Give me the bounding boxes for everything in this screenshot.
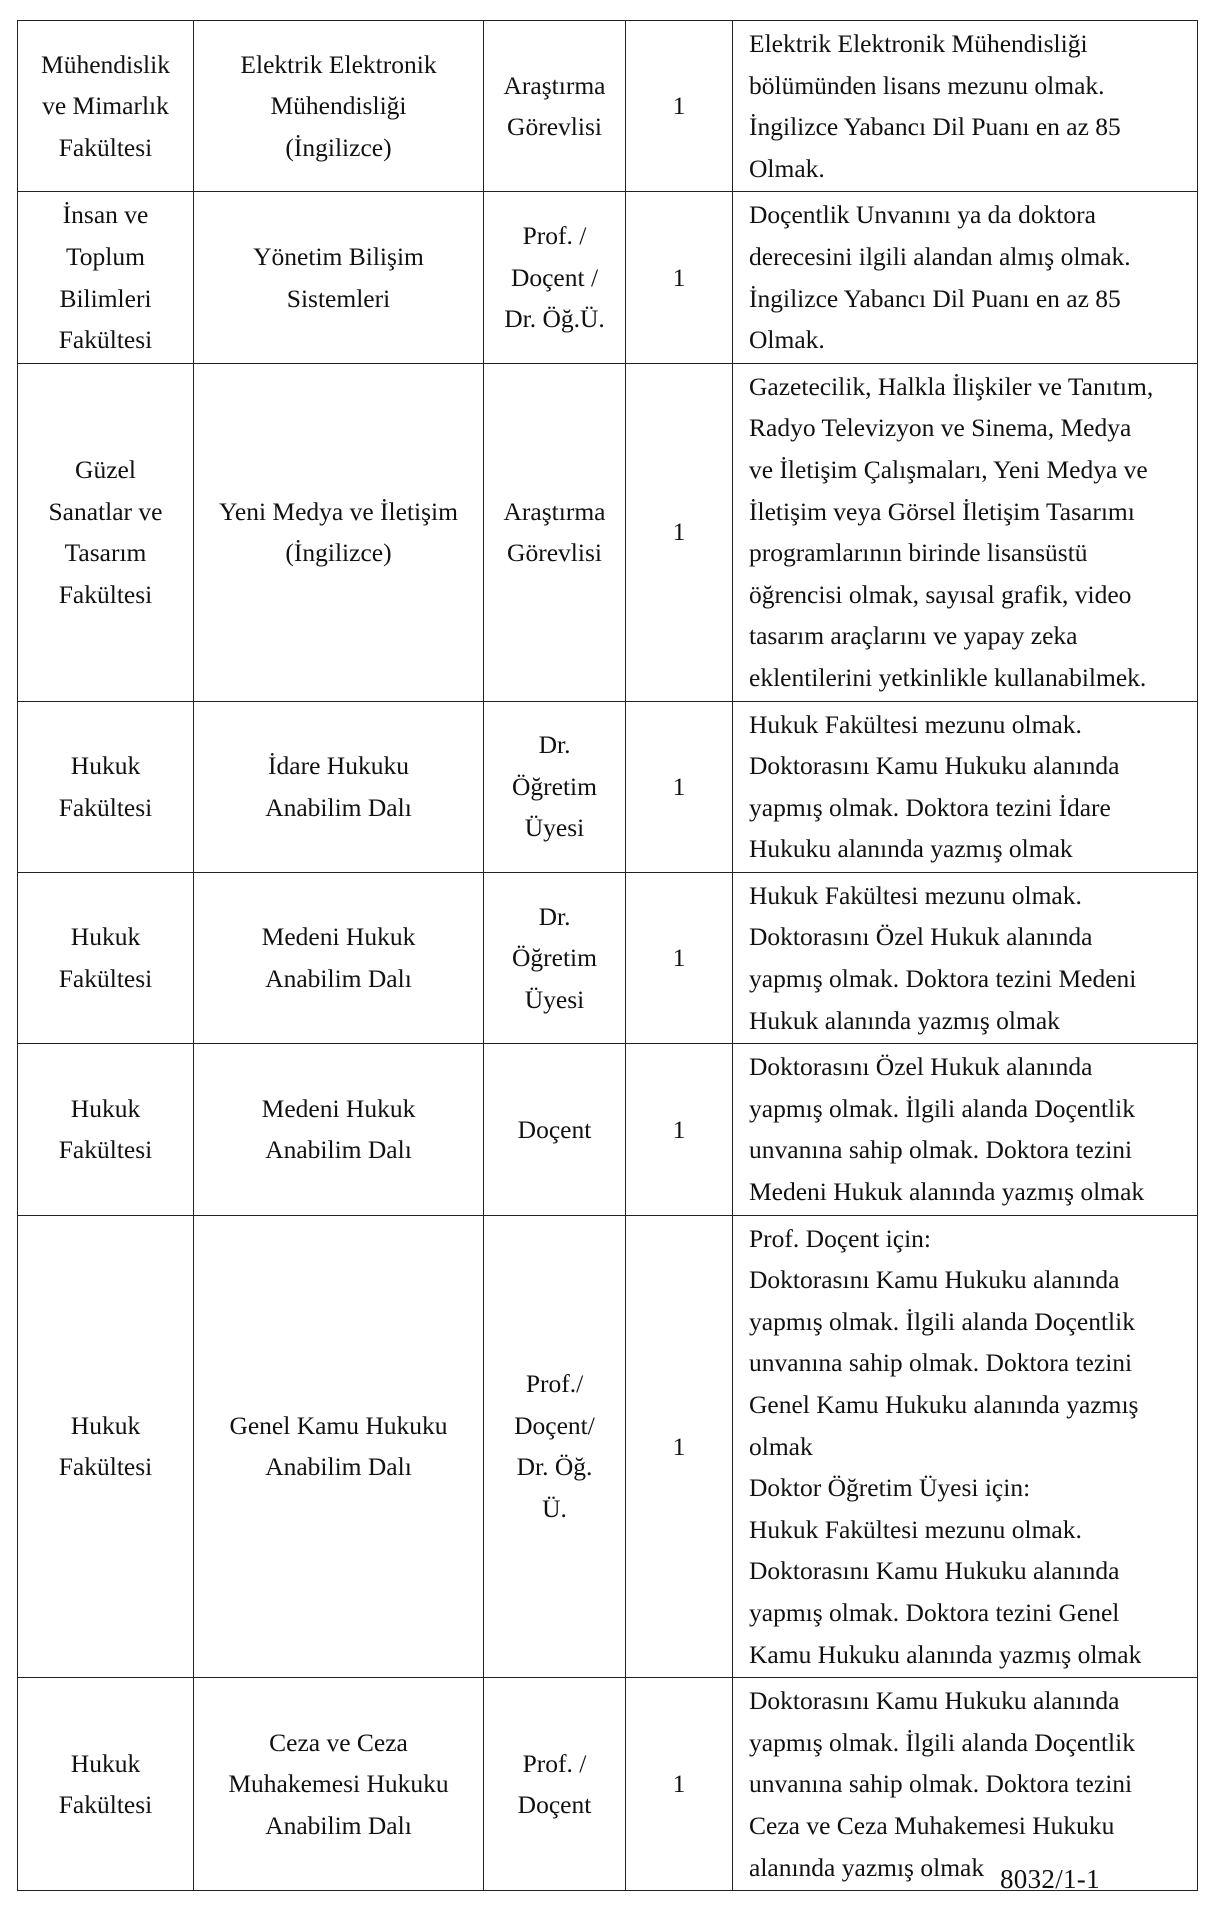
department-cell: Elektrik Elektronik Mühendisliği (İngilizce) bbox=[194, 21, 484, 192]
title-cell: Prof. / Doçent bbox=[484, 1678, 626, 1891]
count-cell: 1 bbox=[626, 21, 733, 192]
requirements-cell: Doktorasını Kamu Hukuku alanında yapmış olmak. İlgili alanda Doçentlik unvanına sahip olmak. Doktora tezini Ceza ve Ceza Muhakemesi Hukuku alanında yazmış olmak bbox=[733, 1678, 1198, 1891]
requirements-cell: Doçentlik Unvanını ya da doktora derecesini ilgili alandan almış olmak. İngilizce Yabancı Dil Puanı en az 85 Olmak. bbox=[733, 192, 1198, 363]
requirements-cell: Elektrik Elektronik Mühendisliği bölümünden lisans mezunu olmak. İngilizce Yabancı Dil Puanı en az 85 Olmak. bbox=[733, 21, 1198, 192]
requirements-cell: Hukuk Fakültesi mezunu olmak. Doktorasını Kamu Hukuku alanında yapmış olmak. Doktora tezini İdare Hukuku alanında yazmış olmak bbox=[733, 701, 1198, 872]
title-cell: Araştırma Görevlisi bbox=[484, 363, 626, 701]
table-row bbox=[18, 1215, 1198, 1678]
requirements-cell: Doktorasını Özel Hukuk alanında yapmış olmak. İlgili alanda Doçentlik unvanına sahip olmak. Doktora tezini Medeni Hukuk alanında yazmış olmak bbox=[733, 1044, 1198, 1215]
page-number: 8032/1-1 bbox=[1000, 1864, 1100, 1894]
department-cell: Yönetim Bilişim Sistemleri bbox=[194, 192, 484, 363]
faculty-cell: Hukuk Fakültesi bbox=[18, 1215, 194, 1678]
table-row bbox=[18, 872, 1198, 1043]
table-row bbox=[18, 1678, 1198, 1891]
table-row bbox=[18, 701, 1198, 872]
count-cell: 1 bbox=[626, 192, 733, 363]
title-cell: Dr. Öğretim Üyesi bbox=[484, 872, 626, 1043]
title-cell: Prof. / Doçent / Dr. Öğ.Ü. bbox=[484, 192, 626, 363]
title-cell: Doçent bbox=[484, 1044, 626, 1215]
count-cell: 1 bbox=[626, 1678, 733, 1891]
count-cell: 1 bbox=[626, 1044, 733, 1215]
requirements-cell: Gazetecilik, Halkla İlişkiler ve Tanıtım, Radyo Televizyon ve Sinema, Medya ve İletişim Çalışmaları, Yeni Medya ve İletişim veya Görsel İletişim Tasarımı programlarının birinde lisansüstü öğrencisi olmak, sayısal grafik, video tasarım araçlarını ve yapay zeka eklentilerini yetkinlikle kullanabilmek. bbox=[733, 363, 1198, 701]
department-cell: Yeni Medya ve İletişim (İngilizce) bbox=[194, 363, 484, 701]
count-cell: 1 bbox=[626, 1215, 733, 1678]
department-cell: Ceza ve Ceza Muhakemesi Hukuku Anabilim Dalı bbox=[194, 1678, 484, 1891]
department-cell: Medeni Hukuk Anabilim Dalı bbox=[194, 1044, 484, 1215]
table-row bbox=[18, 192, 1198, 363]
faculty-cell: Hukuk Fakültesi bbox=[18, 1678, 194, 1891]
count-cell: 1 bbox=[626, 363, 733, 701]
department-cell: Medeni Hukuk Anabilim Dalı bbox=[194, 872, 484, 1043]
faculty-cell: Hukuk Fakültesi bbox=[18, 701, 194, 872]
table-row bbox=[18, 363, 1198, 701]
title-cell: Prof./ Doçent/ Dr. Öğ. Ü. bbox=[484, 1215, 626, 1678]
positions-table bbox=[17, 20, 1198, 1891]
requirements-cell: Prof. Doçent için: Doktorasını Kamu Hukuku alanında yapmış olmak. İlgili alanda Doçentlik unvanına sahip olmak. Doktora tezini Genel Kamu Hukuku alanında yazmış olmak Doktor Öğretim Üyesi için: Hukuk Fakültesi mezunu olmak. Doktorasını Kamu Hukuku alanında yapmış olmak. Doktora tezini Genel Kamu Hukuku alanında yazmış olmak bbox=[733, 1215, 1198, 1678]
faculty-cell: Güzel Sanatlar ve Tasarım Fakültesi bbox=[18, 363, 194, 701]
count-cell: 1 bbox=[626, 701, 733, 872]
faculty-cell: Hukuk Fakültesi bbox=[18, 872, 194, 1043]
count-cell: 1 bbox=[626, 872, 733, 1043]
faculty-cell: Hukuk Fakültesi bbox=[18, 1044, 194, 1215]
table-row bbox=[18, 1044, 1198, 1215]
department-cell: Genel Kamu Hukuku Anabilim Dalı bbox=[194, 1215, 484, 1678]
faculty-cell: İnsan ve Toplum Bilimleri Fakültesi bbox=[18, 192, 194, 363]
requirements-cell: Hukuk Fakültesi mezunu olmak. Doktorasını Özel Hukuk alanında yapmış olmak. Doktora tezini Medeni Hukuk alanında yazmış olmak bbox=[733, 872, 1198, 1043]
title-cell: Araştırma Görevlisi bbox=[484, 21, 626, 192]
title-cell: Dr. Öğretim Üyesi bbox=[484, 701, 626, 872]
table-row bbox=[18, 21, 1198, 192]
faculty-cell: Mühendislik ve Mimarlık Fakültesi bbox=[18, 21, 194, 192]
department-cell: İdare Hukuku Anabilim Dalı bbox=[194, 701, 484, 872]
